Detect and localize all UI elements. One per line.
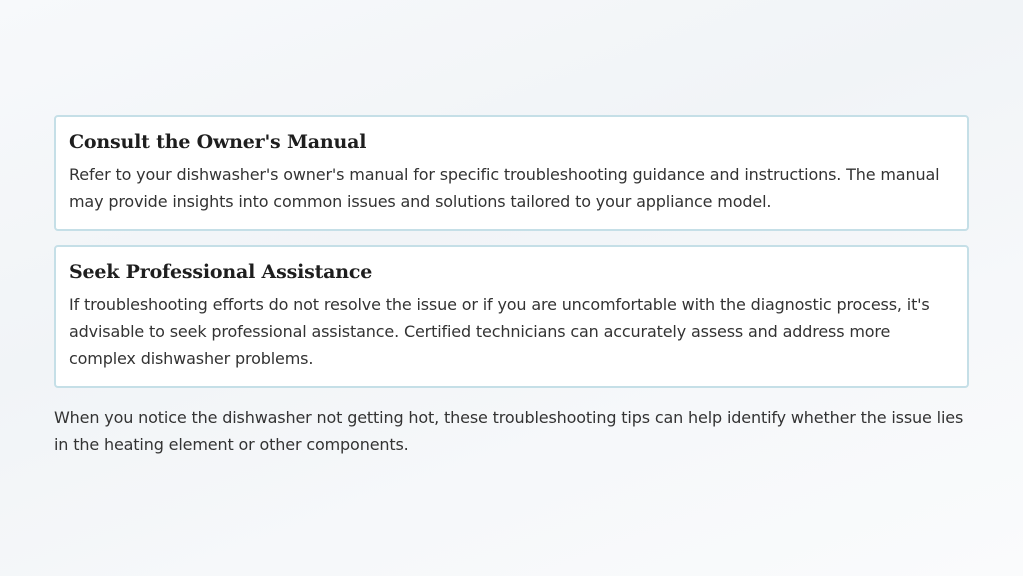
tip-card-body: If troubleshooting efforts do not resolve the issue or if you are uncomfortable with the diagnostic process, it's advisable to seek professional assistance. Certified technicians can accurately assess and address more complex dishwasher problems. — [69, 295, 930, 368]
tip-card-professional-assistance — [54, 245, 969, 388]
tip-card-owners-manual — [54, 115, 969, 231]
tip-card-title: Consult the Owner's Manual — [69, 131, 367, 153]
tip-card-title: Seek Professional Assistance — [69, 261, 373, 283]
tip-card-body: Refer to your dishwasher's owner's manual for specific troubleshooting guidance and instructions. The manual may provide insights into common issues and solutions tailored to your appliance model. — [69, 165, 940, 211]
closing-paragraph: When you notice the dishwasher not getting hot, these troubleshooting tips can help identify whether the issue lies in the heating element or other components. — [54, 408, 964, 454]
document-content — [54, 115, 969, 458]
